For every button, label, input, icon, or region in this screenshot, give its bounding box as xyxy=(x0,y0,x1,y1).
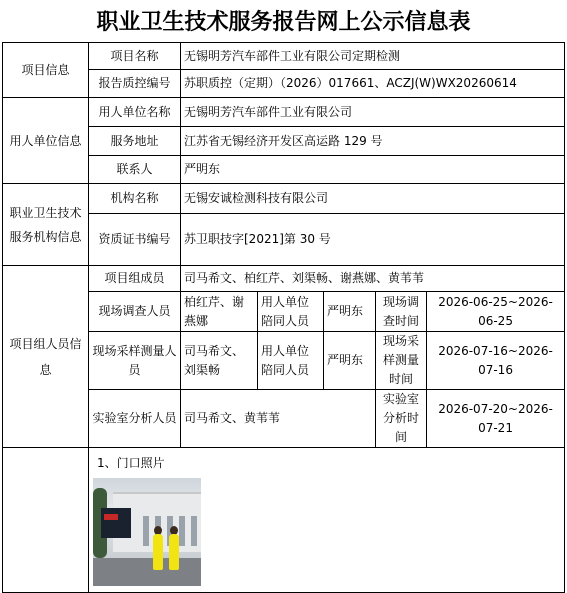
survey-companion-label: 用人单位陪同人员 xyxy=(258,292,324,332)
survey-staff-value: 柏红芹、谢燕娜 xyxy=(181,292,258,332)
service-address-label: 服务地址 xyxy=(89,127,181,156)
section-staff: 项目组人员信息 xyxy=(3,266,89,448)
photos-cell xyxy=(89,448,565,593)
page-title: 职业卫生技术服务报告网上公示信息表 xyxy=(96,10,471,35)
sign-logo-icon xyxy=(104,514,118,520)
sampling-companion-value: 严明东 xyxy=(324,332,376,390)
section-project: 项目信息 xyxy=(3,43,89,98)
photo-company-sign xyxy=(101,508,131,538)
survey-time-label: 现场调查时间 xyxy=(376,292,427,332)
project-name-label: 项目名称 xyxy=(89,43,181,70)
sampling-staff-value: 司马希文、刘渠畅 xyxy=(181,332,258,390)
sampling-time-value: 2026-07-16~2026-07-16 xyxy=(427,332,565,390)
section-employer: 用人单位信息 xyxy=(3,98,89,184)
sampling-companion-label: 用人单位陪同人员 xyxy=(258,332,324,390)
section-agency: 职业卫生技术服务机构信息 xyxy=(3,184,89,266)
photo-ground xyxy=(93,558,201,586)
photos-section-empty xyxy=(3,448,89,593)
employer-name-label: 用人单位名称 xyxy=(89,98,181,127)
agency-name-value: 无锡安诚检测科技有限公司 xyxy=(181,184,565,214)
row-agency-name xyxy=(3,184,565,214)
lab-staff-label: 实验室分析人员 xyxy=(89,390,181,448)
certificate-value: 苏卫职技字[2021]第 30 号 xyxy=(181,214,565,266)
lab-time-label: 实验室分析时间 xyxy=(376,390,427,448)
entrance-photo xyxy=(93,478,201,586)
project-name-value: 无锡明芳汽车部件工业有限公司定期检测 xyxy=(181,43,565,70)
service-address-value: 江苏省无锡经济开发区高运路 129 号 xyxy=(181,127,565,156)
survey-time-value: 2026-06-25~2026-06-25 xyxy=(427,292,565,332)
row-photos xyxy=(3,448,565,593)
certificate-label: 资质证书编号 xyxy=(89,214,181,266)
survey-companion-value: 严明东 xyxy=(324,292,376,332)
photo-caption: 1、门口照片 xyxy=(97,456,165,470)
team-members-label: 项目组成员 xyxy=(89,266,181,292)
disclosure-table xyxy=(2,42,565,593)
team-members-value: 司马希文、柏红芹、刘渠畅、谢燕娜、黄苇苇 xyxy=(181,266,565,292)
report-code-label: 报告质控编号 xyxy=(89,70,181,98)
contact-label: 联系人 xyxy=(89,156,181,184)
row-team-members xyxy=(3,266,565,292)
agency-name-label: 机构名称 xyxy=(89,184,181,214)
survey-staff-label: 现场调查人员 xyxy=(89,292,181,332)
contact-value: 严明东 xyxy=(181,156,565,184)
row-employer-name xyxy=(3,98,565,127)
report-code-value: 苏职质控（定期）（2026）017661、ACZJ(W)WX20260614 xyxy=(181,70,565,98)
photo-person-1 xyxy=(153,534,163,570)
lab-time-value: 2026-07-20~2026-07-21 xyxy=(427,390,565,448)
employer-name-value: 无锡明芳汽车部件工业有限公司 xyxy=(181,98,565,127)
row-project-name xyxy=(3,43,565,70)
sampling-time-label: 现场采样测量时间 xyxy=(376,332,427,390)
photo-person-2 xyxy=(169,534,179,570)
sampling-staff-label: 现场采样测量人员 xyxy=(89,332,181,390)
lab-staff-value: 司马希文、黄苇苇 xyxy=(181,390,376,448)
